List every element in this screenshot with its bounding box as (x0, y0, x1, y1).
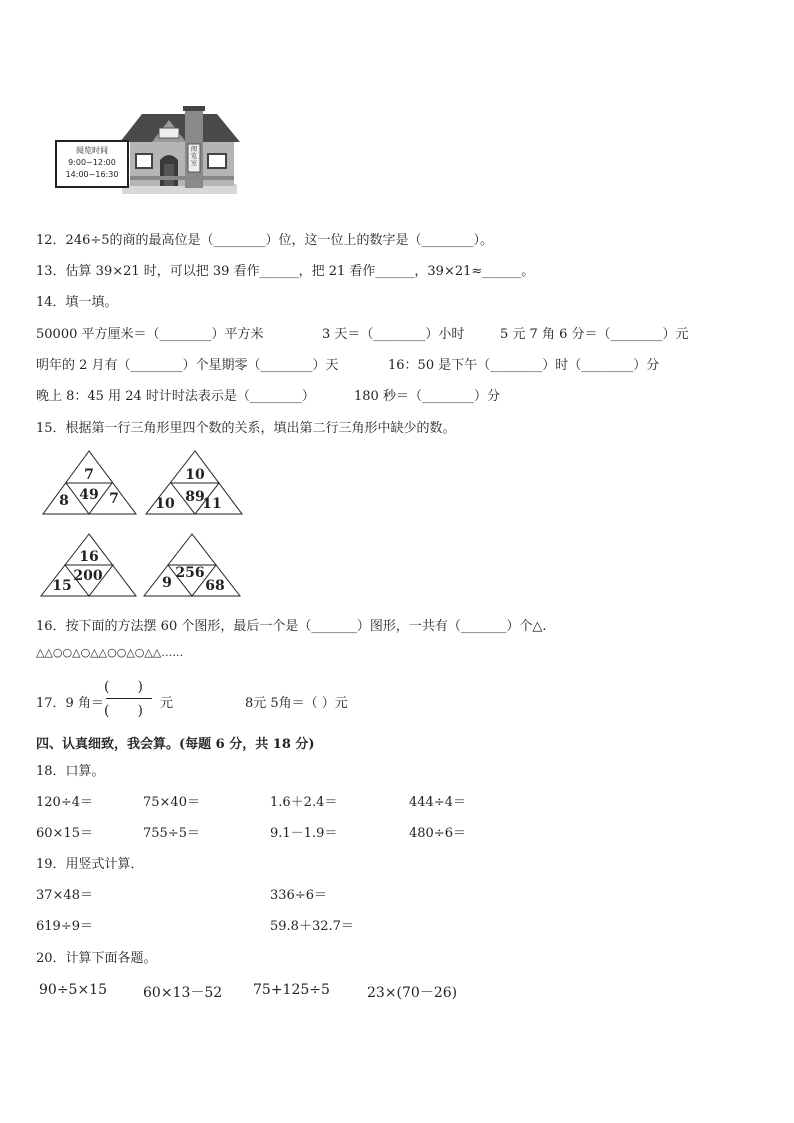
q14-row1-item1: 50000 平方厘米＝（________）平方米 (36, 327, 264, 342)
tri2-left: 10 (155, 496, 175, 512)
q19-r2-c1: 619÷9＝ (36, 919, 93, 934)
tri3-top: 16 (79, 549, 99, 565)
q20-item-3: 75+125÷5 (253, 982, 330, 998)
sign-line-1: 9:00~12:00 (68, 158, 116, 167)
q19-r1-c1: 37×48＝ (36, 888, 93, 903)
question-13: 13．估算 39×21 时，可以把 39 看作______，把 21 看作______，39×21≈______。 (36, 264, 535, 279)
fraction-numerator: ( ) (104, 679, 143, 695)
q18-r2-c2: 755÷5＝ (143, 826, 200, 841)
q18-r2-c3: 9.1－1.9＝ (270, 826, 338, 841)
q14-row2-item1: 明年的 2 月有（________）个星期零（________）天 (36, 358, 339, 373)
shape-pattern: △△○○△○△△○○△○△△…… (36, 646, 184, 659)
opening-hours-sign (55, 140, 129, 188)
q20-item-4: 23×(70－26) (367, 985, 458, 1001)
q18-r1-c1: 120÷4＝ (36, 795, 93, 810)
q14-row2-item2: 16：50 是下午（________）时（________）分 (388, 358, 660, 373)
tri1-right: 7 (109, 491, 119, 507)
question-12: 12．246÷5的商的最高位是（________）位，这一位上的数字是（________）。 (36, 233, 494, 248)
question-14-title: 14．填一填。 (36, 295, 118, 310)
triangle-1 (43, 451, 136, 514)
tri3-left: 15 (52, 578, 72, 594)
tri3-center: 200 (73, 568, 103, 584)
q19-r2-c2: 59.8＋32.7＝ (270, 919, 354, 934)
q14-row1-item3: 5 元 7 角 6 分＝（________）元 (500, 327, 689, 342)
tri1-top: 7 (84, 467, 94, 483)
tri2-right: 11 (202, 496, 222, 512)
question-19-title: 19．用竖式计算． (36, 857, 144, 872)
fraction-denominator: ( ) (104, 703, 143, 719)
sign-line-2: 14:00~16:30 (65, 170, 119, 179)
question-17-unit: 元 (160, 696, 174, 711)
tri2-center: 89 (185, 489, 205, 505)
question-17-right: 8元 5角＝（ ）元 (245, 696, 348, 711)
fraction-blank (104, 676, 154, 722)
library-illustration (52, 102, 242, 202)
question-20-title: 20．计算下面各题。 (36, 951, 157, 966)
q18-r1-c4: 444÷4＝ (409, 795, 466, 810)
tri1-left: 8 (59, 493, 69, 509)
sign-title: 阅览时间 (76, 146, 108, 155)
q18-r2-c4: 480÷6＝ (409, 826, 466, 841)
q20-item-1: 90÷5×15 (39, 982, 107, 998)
q14-row1-item2: 3 天＝（________）小时 (322, 327, 465, 342)
tri1-center: 49 (79, 487, 99, 503)
fraction-bar (106, 698, 152, 699)
question-18-title: 18．口算。 (36, 764, 105, 779)
question-16: 16．按下面的方法摆 60 个图形，最后一个是（_______）图形，一共有（_______）个△. (36, 619, 547, 634)
door-label: 阅览室 (191, 146, 198, 167)
triangle-4 (144, 534, 240, 596)
question-17-left: 17．9 角＝ (36, 696, 104, 711)
q14-row3-item1: 晚上 8：45 用 24 时计时法表示是（________） (36, 389, 315, 404)
triangle-2 (146, 451, 242, 514)
q20-item-2: 60×13－52 (143, 985, 223, 1001)
tri2-top: 10 (185, 467, 205, 483)
section-4-heading: 四、认真细致，我会算。(每题 6 分，共 18 分) (36, 737, 315, 752)
tri4-left: 9 (162, 575, 172, 591)
q18-r1-c3: 1.6＋2.4＝ (270, 795, 338, 810)
q18-r2-c1: 60×15＝ (36, 826, 93, 841)
tri4-center: 256 (175, 565, 205, 581)
q19-r1-c2: 336÷6＝ (270, 888, 327, 903)
triangle-puzzle (36, 448, 256, 603)
triangle-3 (41, 534, 136, 596)
question-15-title: 15．根据第一行三角形里四个数的关系，填出第二行三角形中缺少的数。 (36, 421, 456, 436)
q18-r1-c2: 75×40＝ (143, 795, 200, 810)
q14-row3-item2: 180 秒＝（________）分 (354, 389, 500, 404)
tri4-right: 68 (205, 578, 225, 594)
